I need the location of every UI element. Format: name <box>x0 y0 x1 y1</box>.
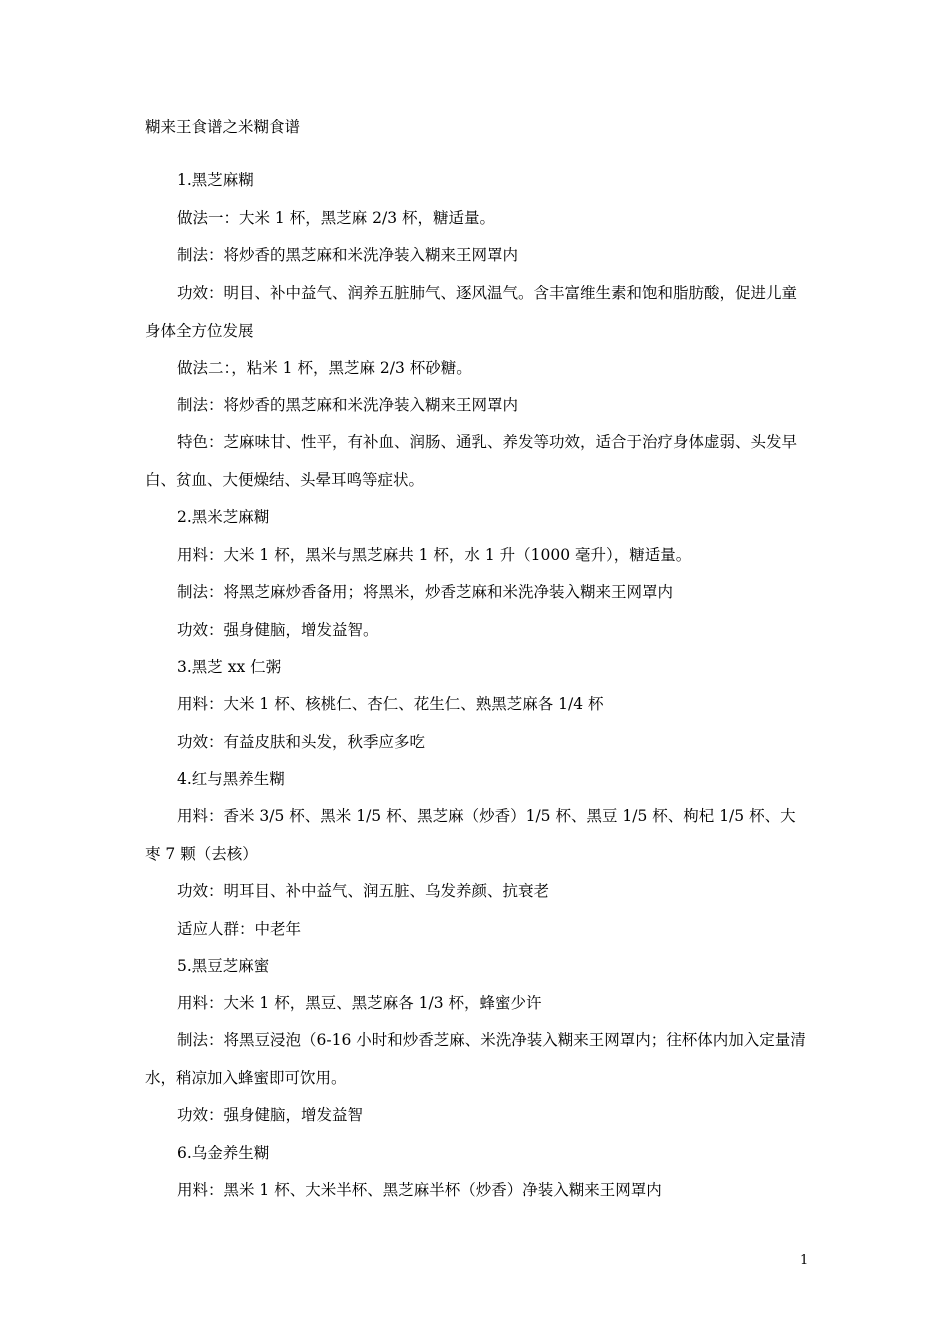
paragraph: 适应人群：中老年 <box>177 920 302 938</box>
paragraph: 用料：大米 1 杯、核桃仁、杏仁、花生仁、熟黑芝麻各 1/4 杯 <box>177 695 604 713</box>
paragraph: 制法：将炒香的黑芝麻和米洗净装入糊来王网罩内 <box>177 246 519 264</box>
section-heading: 1.黑芝麻糊 <box>177 171 254 189</box>
paragraph: 用料：大米 1 杯，黑米与黑芝麻共 1 杯，水 1 升（1000 毫升），糖适量。 <box>177 546 692 564</box>
paragraph: 功效：有益皮肤和头发，秋季应多吃 <box>177 733 426 751</box>
section-heading: 4.红与黑养生糊 <box>177 770 285 788</box>
paragraph: 用料：黑米 1 杯、大米半杯、黑芝麻半杯（炒香）净装入糊来王网罩内 <box>177 1181 662 1199</box>
section-heading: 6.乌金养生糊 <box>177 1144 270 1162</box>
paragraph: 做法一：大米 1 杯，黑芝麻 2/3 杯，糖适量。 <box>177 209 496 227</box>
paragraph: 用料：香米 3/5 杯、黑米 1/5 杯、黑芝麻（炒香）1/5 杯、黑豆 1/5 杯、枸杞 1/5 杯、大枣 7 颗（去核） <box>145 807 796 863</box>
section-heading: 3.黑芝 xx 仁粥 <box>177 658 282 676</box>
paragraph: 制法：将黑豆浸泡（6-16 小时和炒香芝麻、米洗净装入糊来王网罩内；往杯体内加入定量清水，稍凉加入蜂蜜即可饮用。 <box>145 1031 806 1087</box>
paragraph: 制法：将黑芝麻炒香备用；将黑米，炒香芝麻和米洗净装入糊来王网罩内 <box>177 583 674 601</box>
paragraph: 功效：明目、补中益气、润养五脏肺气、逐风温气。含丰富维生素和饱和脂肪酸，促进儿童身体全方位发展 <box>145 284 798 340</box>
paragraph: 用料：大米 1 杯，黑豆、黑芝麻各 1/3 杯，蜂蜜少许 <box>177 994 542 1012</box>
paragraph: 功效：强身健脑，增发益智。 <box>177 621 379 639</box>
section-heading: 5.黑豆芝麻蜜 <box>177 957 270 975</box>
page-number: 1 <box>800 1253 809 1268</box>
paragraph: 功效：强身健脑，增发益智 <box>177 1106 364 1124</box>
paragraph: 功效：明耳目、补中益气、润五脏、乌发养颜、抗衰老 <box>177 882 550 900</box>
paragraph: 做法二：，粘米 1 杯，黑芝麻 2/3 杯砂糖。 <box>177 359 472 377</box>
document-title: 糊来王食谱之米糊食谱 <box>145 118 301 136</box>
section-heading: 2.黑米芝麻糊 <box>177 508 270 526</box>
paragraph: 制法：将炒香的黑芝麻和米洗净装入糊来王网罩内 <box>177 396 519 414</box>
paragraph: 特色：芝麻味甘、性平，有补血、润肠、通乳、养发等功效，适合于治疗身体虚弱、头发早白、贫血、大便燥结、头晕耳鸣等症状。 <box>145 433 798 489</box>
